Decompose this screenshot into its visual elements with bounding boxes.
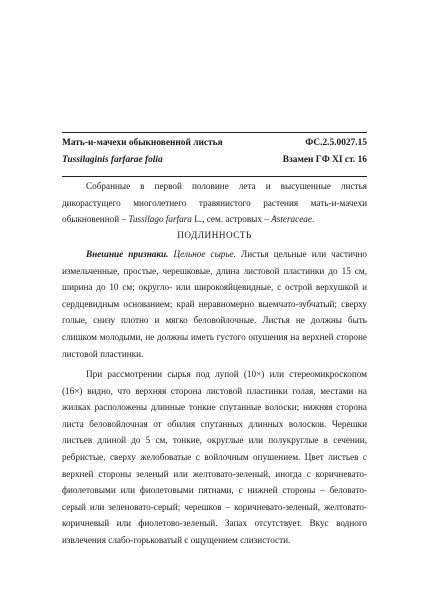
intro-paragraph bbox=[62, 178, 367, 228]
external-sublabel: Цельное сырье. bbox=[173, 249, 236, 259]
section-title-authenticity: ПОДЛИННОСТЬ bbox=[177, 230, 252, 240]
intro-family: Asteraceae bbox=[271, 214, 312, 225]
microscopy-paragraph bbox=[62, 366, 367, 549]
header-bottom-rule bbox=[62, 176, 367, 177]
external-text: Листья цельные или частично измельченные, простые, черешковые, длина листовой пластинки до 15 см, ширина до 10 см; округло- или широкояйцевидные, с острой верхушкой и сердцевидным основанием; край неравномерно выемчато-зубчатый; сверху голые, снизу плотно и мягко беловойлочные. Листья не должны быть слишком молодыми, не должны иметь густого опушения на верхней стороне листовой пластинки. bbox=[62, 249, 368, 359]
external-features-paragraph bbox=[62, 246, 367, 362]
monograph-title-ru: Мать-и-мачехи обыкновенной листья bbox=[62, 138, 223, 148]
microscopy-text: При рассмотрении сырья под лупой (10×) или стереомикроскопом (16×) видно, что верхняя сторона листовой пластинки голая, местами на жилках расположены длинные тонкие спутанные волоски; нижняя сторона листа беловойлочная от обилия спутанных длинных волосков. Черешки листьев длиной до 5 см, тонкие, округлые или полукруглые в сечении, ребристые, сверху желобоватые с войлочным опушением. Цвет листьев с верхней стороны зеленый или желтовато-зеленый, иногда с коричневато-фиолетовыми или фиолетовыми пятнами, с нижней стороны – беловато-серый или зеленовато-серый; черешков – коричневато-зеленый, желтовато-коричневый или фиолетово-зеленый. Запах отсутствует. Вкус водного извлечения слабо-горьковатый с ощущением слизистости. bbox=[62, 369, 367, 545]
replaces-note: Взамен ГФ XI ст. 16 bbox=[282, 155, 367, 165]
header-row-2 bbox=[62, 155, 367, 165]
intro-text-mid: L., сем. астровых – bbox=[191, 214, 272, 225]
monograph-code: ФС.2.5.0027.15 bbox=[305, 138, 367, 148]
intro-text-after: . bbox=[311, 214, 315, 225]
external-label: Внешние признаки. bbox=[86, 249, 169, 259]
header-top-rule bbox=[62, 132, 367, 133]
intro-species: Tussilago farfara bbox=[128, 214, 192, 225]
intro-text-before: Собранные в первой половине лета и высушенные листья дикорастущего многолетнего травянистого растения мать-и-мачехи обыкновенной – bbox=[62, 181, 367, 225]
header-row-1 bbox=[62, 138, 367, 148]
monograph-title-latin: Tussilaginis farfarae folia bbox=[62, 155, 163, 165]
